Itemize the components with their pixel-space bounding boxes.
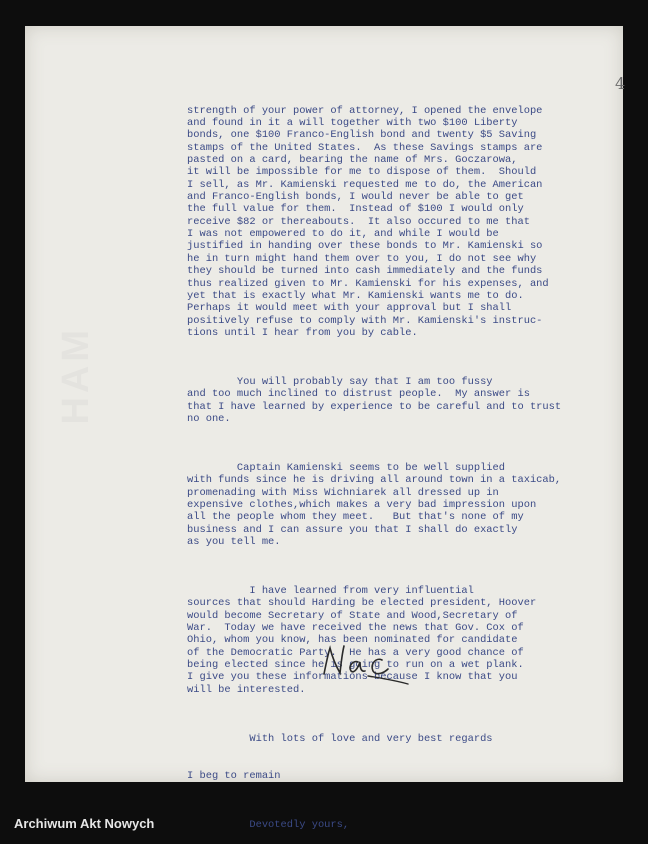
page-number: 4 <box>615 74 626 93</box>
paragraph-kamienski: Captain Kamienski seems to be well supplied with funds since he is driving all around town in a taxicab, promenading with Miss Wichniarek all dressed up in expensive clothes,which makes a very bad impression upon all the people whom they meet. But that's none of my business and I can assure you that I shall do exactly as you tell me. <box>187 461 562 549</box>
letter-body <box>187 80 617 844</box>
paragraph-distrust: You will probably say that I am too fussy and too much inclined to distrust people. My answer is that I have learned by experience to be careful and to trust no one. <box>187 375 562 425</box>
paragraph-election-news: I have learned from very influential sources that should Harding be elected president, Hoover would become Secretary of State and Wood,Secretary of War. Today we have received the news that Gov. Cox of Ohio, whom you know, has been nominated for candidate of the Democratic Party. He has a very good chance of being elected since he is going to run on a wet plank. I give you these informations because I know that you will be interested. <box>187 585 537 696</box>
salutation: Devotedly yours, <box>187 818 350 831</box>
archive-footer <box>0 812 648 840</box>
closing-line: With lots of love and very best regards <box>187 732 493 745</box>
handwritten-signature <box>320 640 415 686</box>
watermark: HAM <box>55 326 97 425</box>
archive-name: Archiwum Akt Nowych <box>14 816 155 831</box>
closing-remain: I beg to remain <box>187 769 281 782</box>
paragraph-power-of-attorney: strength of your power of attorney, I opened the envelope and found in it a will together with two $100 Liberty bonds, one $100 Franco-English bond and twenty $5 Saving stamps of the United States. As these Savings stamps are pasted on a card, bearing the name of Mrs. Goczarowa, it will be impossible for me to dispose of them. Should I sell, as Mr. Kamienski requested me to do, the American and Franco-English bonds, I would never be able to get the full value for them. Instead of $100 I would only receive $82 or thereabouts. It also occured to me that I was not empowered to do it, and while I would be justified in handing over these bonds to Mr. Kamienski so he in turn might hand them over to you, I do not see why they should be turned into cash immediately and the funds thus realized given to Mr. Kamienski for his expenses, and yet that is exactly what Mr. Kamienski wants me to do. Perhaps it would meet with your approval but I shall positively refuse to comply with Mr. Kamienski's instruc- tions until I hear from you by cable. <box>187 104 549 339</box>
